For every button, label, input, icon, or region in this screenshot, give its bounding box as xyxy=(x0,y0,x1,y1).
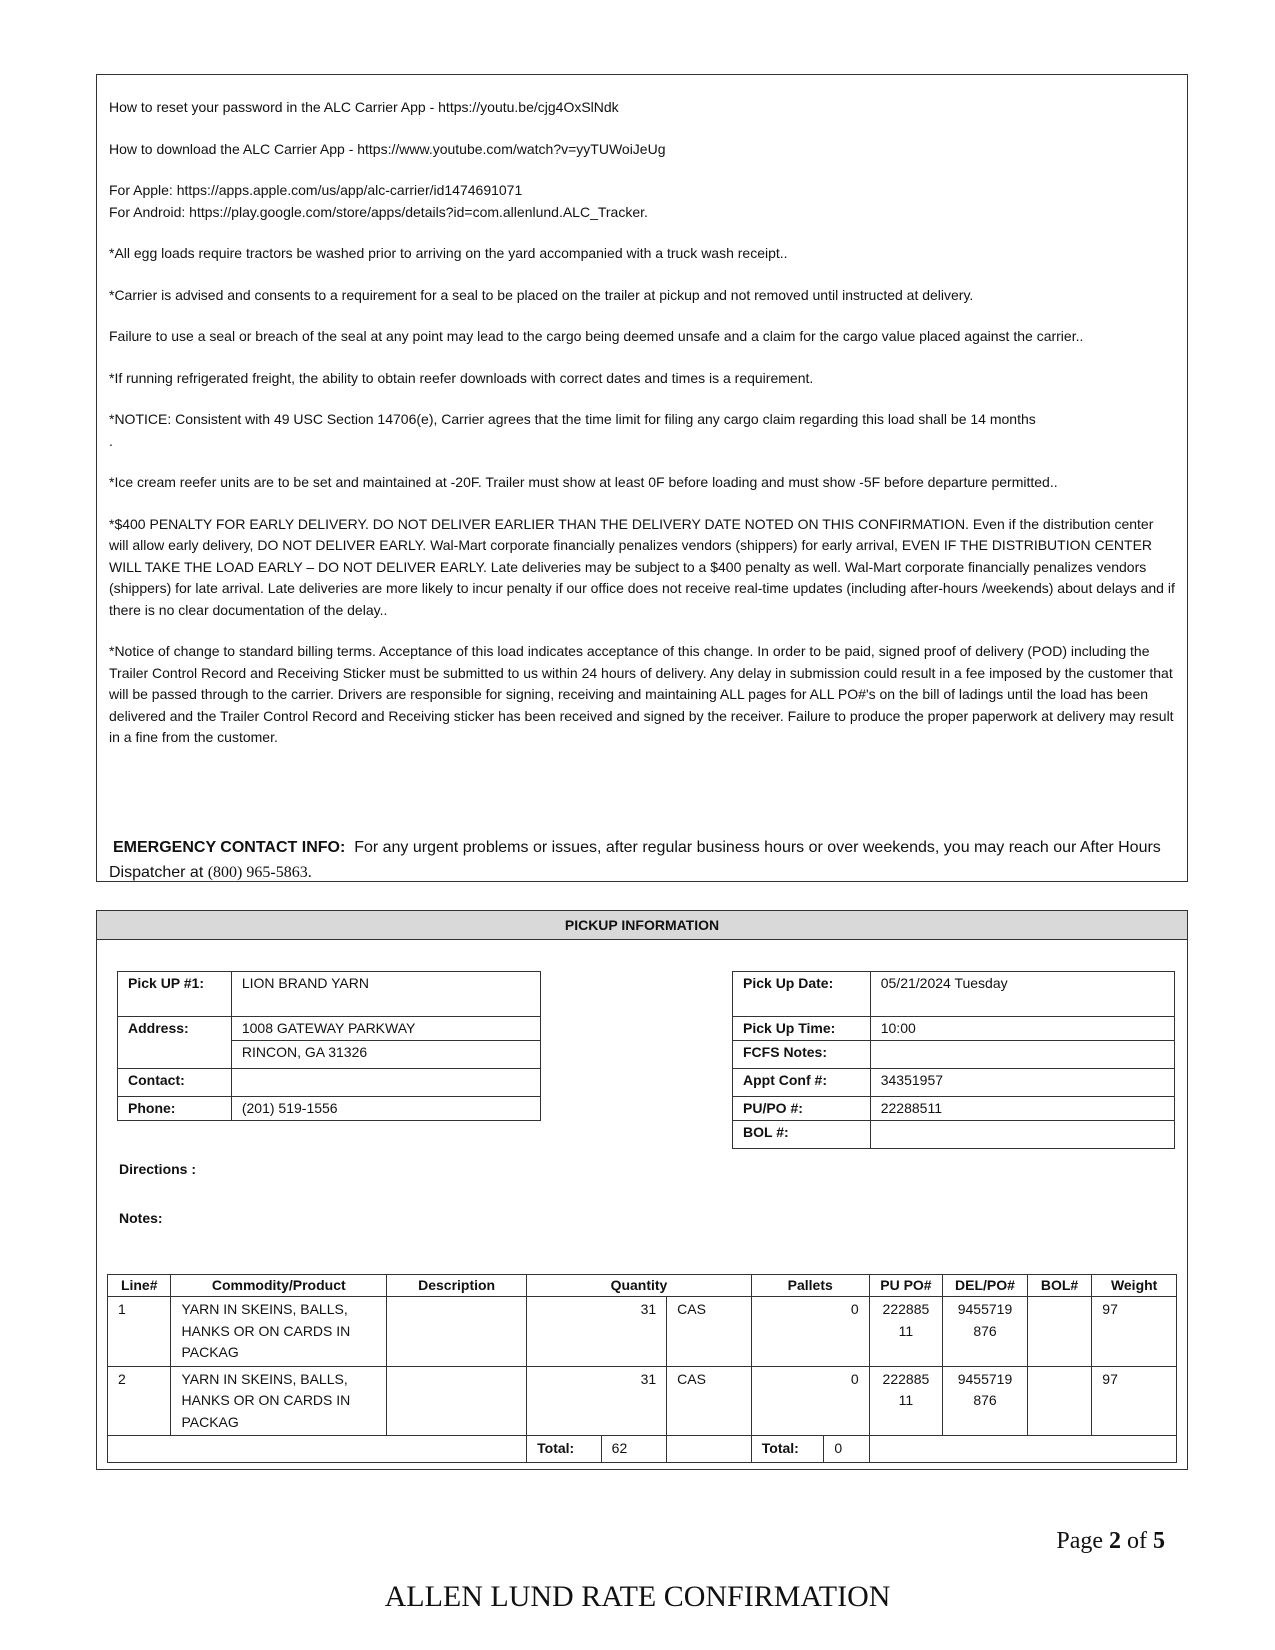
table-row xyxy=(108,1366,1177,1436)
note-download-app: How to download the ALC Carrier App - https://www.youtube.com/watch?v=yyTUWoiJeUg xyxy=(109,140,666,157)
quantity-unit: CAS xyxy=(667,1297,752,1367)
address-label-spacer xyxy=(118,1041,232,1069)
pu-po-label: PU/PO #: xyxy=(733,1097,871,1121)
header-pu-po: PU PO# xyxy=(869,1275,943,1297)
notes-label: Notes: xyxy=(119,1210,163,1226)
address-line-2: RINCON, GA 31326 xyxy=(231,1041,540,1069)
pickup-time-value: 10:00 xyxy=(870,1017,1174,1041)
page-of: of xyxy=(1121,1528,1153,1554)
header-quantity: Quantity xyxy=(527,1275,752,1297)
header-line-number: Line# xyxy=(108,1275,171,1297)
pickup-information-section xyxy=(96,910,1188,1470)
fcfs-notes-value xyxy=(870,1041,1174,1069)
note-cargo-claim-limit: *NOTICE: Consistent with 49 USC Section 14706(e), Carrier agrees that the time limit for filing any cargo claim regarding this load shall be 14 months . xyxy=(109,411,1036,449)
del-po-number: 9455719 876 xyxy=(943,1366,1028,1436)
pickup-schedule-table xyxy=(732,971,1175,1149)
pickup-time-label: Pick Up Time: xyxy=(733,1017,871,1041)
header-del-po: DEL/PO# xyxy=(943,1275,1028,1297)
pickup-date-label: Pick Up Date: xyxy=(733,972,871,1017)
totals-spacer-right xyxy=(869,1436,1176,1463)
appt-conf-value: 34351957 xyxy=(870,1069,1174,1097)
note-reefer-downloads: *If running refrigerated freight, the ability to obtain reefer downloads with correct dates and times is a requirement. xyxy=(109,369,814,386)
commodity-lines-table xyxy=(107,1274,1177,1463)
directions-label: Directions : xyxy=(119,1161,197,1177)
emergency-contact-phone: (800) 965-5863. xyxy=(207,864,312,881)
carrier-notes-box xyxy=(96,74,1188,882)
line-number: 2 xyxy=(108,1366,171,1436)
header-bol: BOL# xyxy=(1027,1275,1091,1297)
note-reset-password: How to reset your password in the ALC Carrier App - https://youtu.be/cjg4OxSlNdk xyxy=(109,99,619,115)
line-number: 1 xyxy=(108,1297,171,1367)
pickup-number-label: Pick UP #1: xyxy=(118,972,232,1017)
quantity-unit: CAS xyxy=(667,1366,752,1436)
header-pallets: Pallets xyxy=(751,1275,869,1297)
page-prefix: Page xyxy=(1056,1528,1109,1554)
page-current: 2 xyxy=(1109,1528,1121,1554)
page-total: 5 xyxy=(1153,1528,1165,1554)
pickup-shipper-name: LION BRAND YARN xyxy=(231,972,540,1017)
description xyxy=(387,1366,527,1436)
description xyxy=(387,1297,527,1367)
quantity-total-label: Total: xyxy=(527,1436,602,1463)
commodity: YARN IN SKEINS, BALLS, HANKS OR ON CARDS IN PACKAG xyxy=(171,1297,387,1367)
appt-conf-label: Appt Conf #: xyxy=(733,1069,871,1097)
note-early-delivery-penalty: *$400 PENALTY FOR EARLY DELIVERY. DO NOT DELIVER EARLIER THAN THE DELIVERY DATE NOTED ON THIS CONFIRMATION. Even if the distribution center will allow early delivery, DO NOT DELIVER EARLY. Wal-Mart corporate financially penalizes vendors (shippers) for early arrival, EVEN IF THE DISTRIBUTION CENTER WILL TAKE THE LOAD EARLY – DO NOT DELIVER EARLY. Late deliveries may be subject to a $400 penalty as well. Wal-Mart corporate financially penalizes vendors (shippers) for late arrival. Late deliveries are more likely to incur penalty if our office does not receive real-time updates (including after-hours /weekends) about delays and if there is no clear documentation of the delay.. xyxy=(109,515,1175,618)
weight: 97 xyxy=(1092,1366,1177,1436)
pickup-date-value: 05/21/2024 Tuesday xyxy=(870,972,1174,1017)
pallets: 0 xyxy=(751,1297,869,1367)
note-app-store-links: For Apple: https://apps.apple.com/us/app/alc-carrier/id1474691071 For Android: https://play.google.com/store/apps/details?id=com.allenlund.ALC_Tracker. xyxy=(109,182,648,220)
emergency-contact-label: EMERGENCY CONTACT INFO: xyxy=(113,839,346,856)
fcfs-notes-label: FCFS Notes: xyxy=(733,1041,871,1069)
pu-po-number: 222885 11 xyxy=(869,1366,943,1436)
phone-value: (201) 519-1556 xyxy=(231,1097,540,1121)
quantity: 31 xyxy=(527,1366,667,1436)
header-description: Description xyxy=(387,1275,527,1297)
pu-po-value: 22288511 xyxy=(870,1097,1174,1121)
header-commodity: Commodity/Product xyxy=(171,1275,387,1297)
totals-row xyxy=(108,1436,1177,1463)
bol-value xyxy=(870,1121,1174,1149)
pallets-total-value: 0 xyxy=(824,1436,869,1463)
bol-number xyxy=(1027,1366,1091,1436)
note-seal-failure: Failure to use a seal or breach of the seal at any point may lead to the cargo being deemed unsafe and a claim for the cargo value placed against the carrier.. xyxy=(109,328,1084,344)
table-row xyxy=(108,1297,1177,1367)
note-seal-requirement: *Carrier is advised and consents to a requirement for a seal to be placed on the trailer at pickup and not removed until instructed at delivery. xyxy=(109,286,974,303)
pallets-total-label: Total: xyxy=(751,1436,824,1463)
quantity-total-value: 62 xyxy=(601,1436,666,1463)
pickup-location-table xyxy=(117,971,541,1121)
phone-label: Phone: xyxy=(118,1097,232,1121)
page-number xyxy=(1056,1528,1165,1555)
pu-po-number: 222885 11 xyxy=(869,1297,943,1367)
contact-label: Contact: xyxy=(118,1069,232,1097)
totals-spacer-left xyxy=(108,1436,527,1463)
quantity: 31 xyxy=(527,1297,667,1367)
weight: 97 xyxy=(1092,1297,1177,1367)
bol-label: BOL #: xyxy=(733,1121,871,1149)
pickup-information-header: PICKUP INFORMATION xyxy=(97,911,1187,940)
del-po-number: 9455719 876 xyxy=(943,1297,1028,1367)
note-egg-loads: *All egg loads require tractors be washed prior to arriving on the yard accompanied with a truck wash receipt.. xyxy=(109,245,788,261)
contact-value xyxy=(231,1069,540,1097)
emergency-contact-text: For any urgent problems or issues, after regular business hours or over weekends, you may reach our After Hours Dispatcher at xyxy=(109,839,1161,881)
totals-spacer-unit xyxy=(667,1436,752,1463)
header-weight: Weight xyxy=(1092,1275,1177,1297)
emergency-contact xyxy=(109,835,1175,885)
document-title: ALLEN LUND RATE CONFIRMATION xyxy=(384,1580,891,1613)
address-label: Address: xyxy=(118,1017,232,1041)
note-ice-cream-reefer: *Ice cream reefer units are to be set and maintained at -20F. Trailer must show at least 0F before loading and must show -5F before departure permitted.. xyxy=(109,474,1058,490)
pallets: 0 xyxy=(751,1366,869,1436)
address-line-1: 1008 GATEWAY PARKWAY xyxy=(231,1017,540,1041)
note-billing-terms: *Notice of change to standard billing terms. Acceptance of this load indicates acceptance of this change. In order to be paid, signed proof of delivery (POD) including the Trailer Control Record and Receiving Sticker must be submitted to us within 24 hours of delivery. Any delay in submission could result in a fee imposed by the customer that will be passed through to the carrier. Drivers are responsible for signing, receiving and maintaining ALL pages for ALL PO#'s on the bill of ladings until the load has been delivered and the Trailer Control Record and Receiving sticker has been received and signed by the receiver. Failure to produce the proper paperwork at delivery may result in a fine from the customer. xyxy=(109,643,1174,745)
bol-number xyxy=(1027,1297,1091,1367)
commodity: YARN IN SKEINS, BALLS, HANKS OR ON CARDS IN PACKAG xyxy=(171,1366,387,1436)
